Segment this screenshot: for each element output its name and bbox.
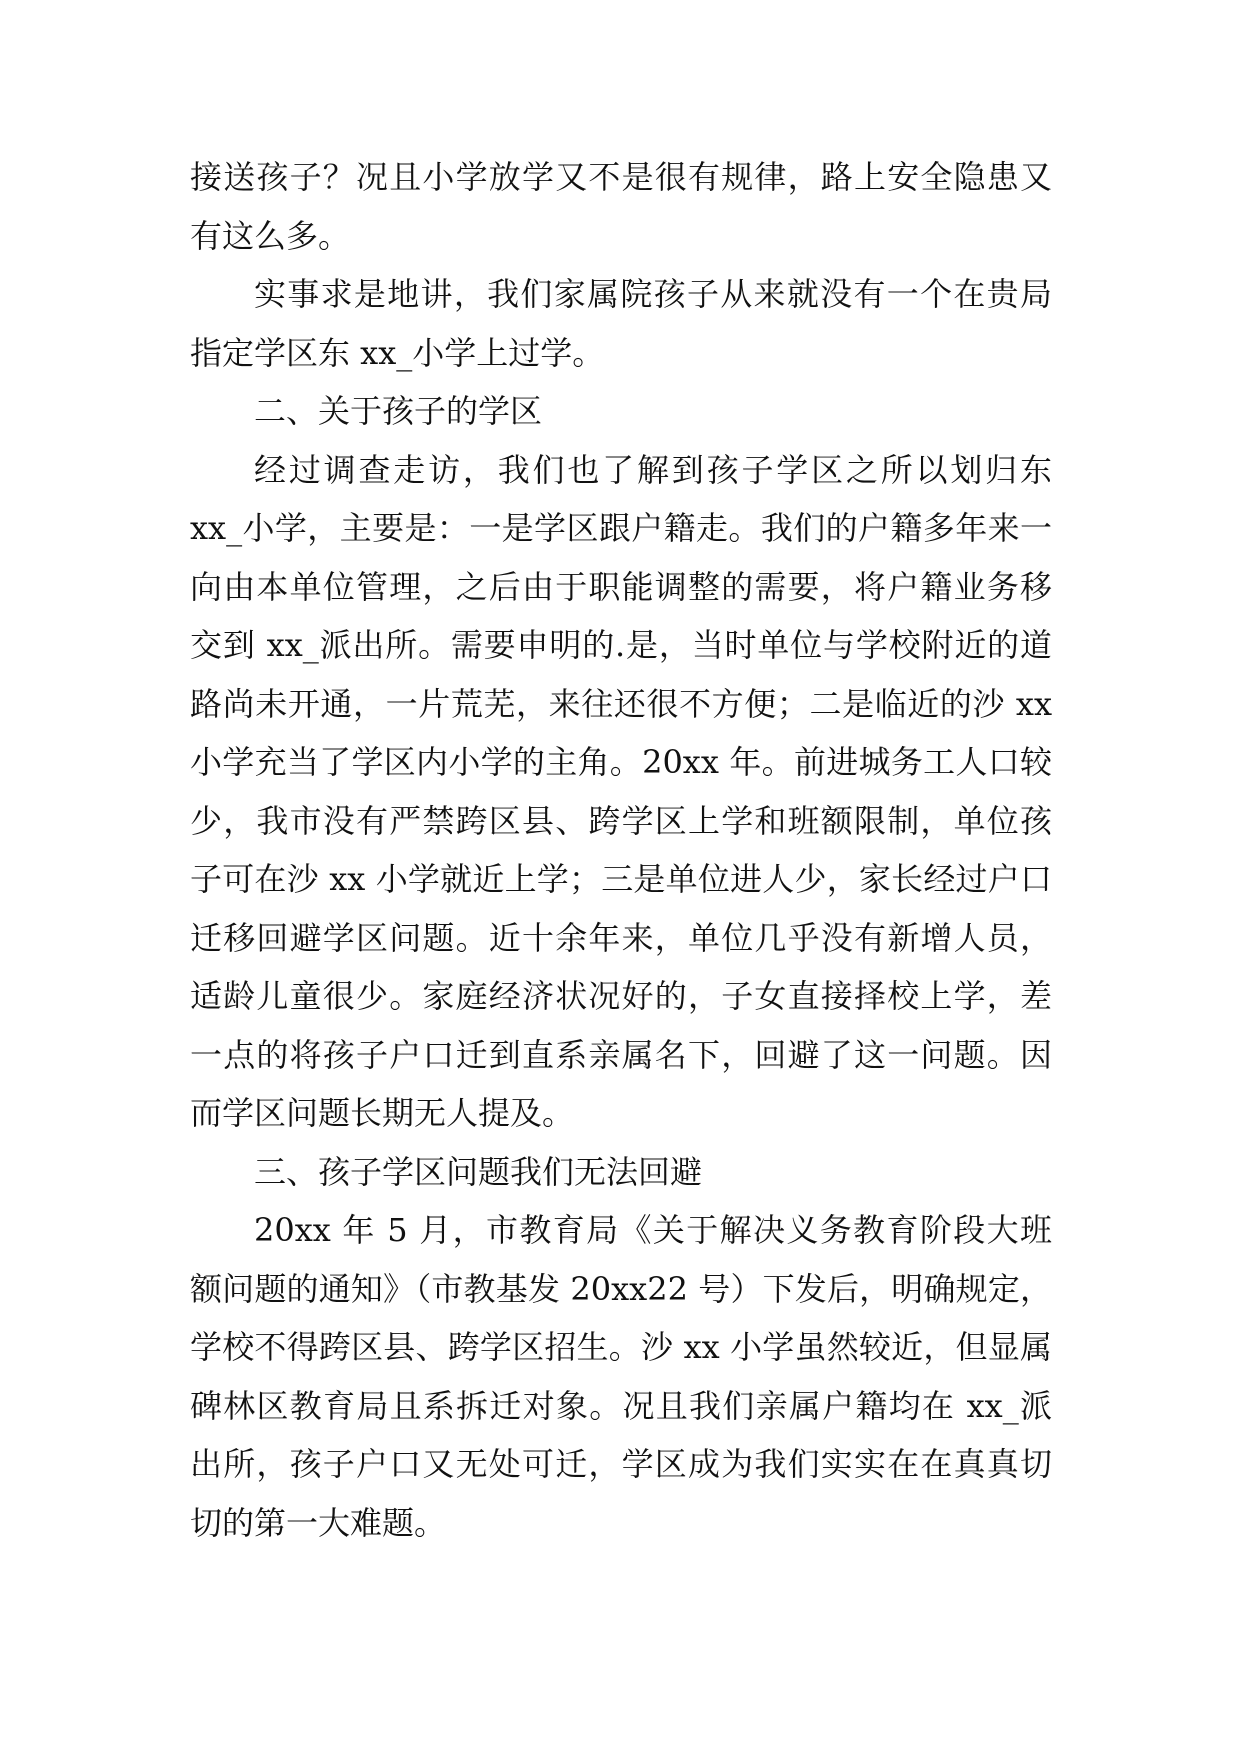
section-heading-2: 二、关于孩子的学区: [254, 392, 543, 430]
paragraph-4: 20xx 年 5 月，市教育局《关于解决义务教育阶段大班额问题的通知》（市教基发 20xx22 号）下发后，明确规定，学校不得跨区县、跨学区招生。沙 xx 小学虽然较近，但显属碑林区教育局且系拆迁对象。况且我们亲属户籍均在 xx_派出所，孩子户口又无处可迁，学区成为我们实实在在真真切切的第一大难题。: [190, 1211, 1052, 1542]
paragraph-3: 经过调查走访，我们也了解到孩子学区之所以划归东 xx_小学，主要是：一是学区跟户籍走。我们的户籍多年来一向由本单位管理，之后由于职能调整的需要，将户籍业务移交到 xx_派出所。需要申明的.是，当时单位与学校附近的道路尚未开通，一片荒芜，来往还很不方便；二是临近的沙 xx 小学充当了学区内小学的主角。20xx 年。前进城务工人口较少，我市没有严禁跨区县、跨学区上学和班额限制，单位孩子可在沙 xx 小学就近上学；三是单位进人少，家长经过户口迁移回避学区问题。近十余年来，单位几乎没有新增人员，适龄儿童很少。家庭经济状况好的，子女直接择校上学，差一点的将孩子户口迁到直系亲属名下，回避了这一问题。因而学区问题长期无人提及。: [190, 450, 1052, 1132]
section-heading-3: 三、孩子学区问题我们无法回避: [254, 1152, 703, 1191]
paragraph-2: 实事求是地讲，我们家属院孩子从来就没有一个在贵局指定学区东 xx_小学上过学。: [190, 275, 1052, 372]
paragraph-1: 接送孩子？况且小学放学又不是很有规律，路上安全隐患又有这么多。: [190, 158, 1052, 255]
document-body: [190, 148, 1052, 1552]
